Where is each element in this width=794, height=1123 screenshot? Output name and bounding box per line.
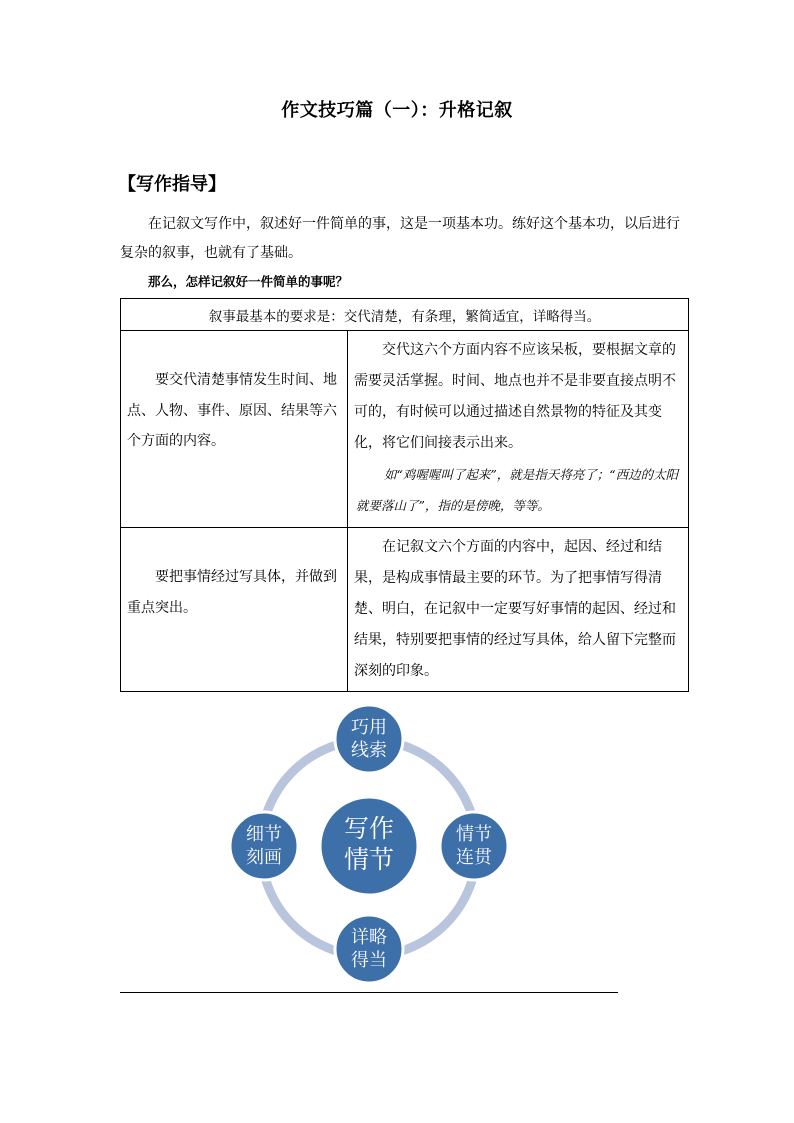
top-node (335, 705, 403, 773)
right-node-circle (440, 812, 508, 880)
top-node-label-line2: 线索 (351, 740, 387, 761)
right-node-label-line2: 连贯 (456, 847, 492, 868)
table-header-row (121, 299, 689, 331)
center-node (320, 797, 418, 895)
section-heading: 【写作指导】 (118, 174, 226, 195)
writing-plot-diagram (224, 702, 524, 992)
top-node-circle (335, 705, 403, 773)
table-row (121, 331, 689, 528)
requirement-text: 要交代清楚事情发生时间、地点、人物、事件、原因、结果等六个方面的内容。 (127, 372, 337, 449)
table-row (121, 528, 689, 692)
intro-paragraph: 在记叙文写作中，叙述好一件简单的事，这是一项基本功。练好这个基本功，以后进行复杂的叙事，也就有了基础。 (120, 216, 680, 261)
page-title: 作文技巧篇（一）：升格记叙 (281, 100, 513, 121)
bottom-node-label-line2: 得当 (351, 950, 387, 971)
center-node-label-line1: 写作 (343, 814, 395, 843)
bottom-node (335, 915, 403, 983)
top-node-label-line1: 巧用 (351, 717, 387, 738)
table-header-cell: 叙事最基本的要求是：交代清楚，有条理，繁简适宜，详略得当。 (121, 299, 689, 331)
left-node (230, 812, 298, 880)
table-cell-explanation (348, 331, 689, 528)
bottom-node-circle (335, 915, 403, 983)
bottom-node-label-line1: 详略 (351, 927, 387, 948)
table-cell-explanation (348, 528, 689, 692)
left-node-label-line2: 刻画 (246, 847, 282, 868)
footnote-separator (120, 992, 618, 993)
example-text: 如“鸡喔喔叫了起来”，就是指天将亮了；“西边的太阳就要落山了”，指的是傍晚，等等。 (356, 467, 679, 513)
left-node-circle (230, 812, 298, 880)
right-node (440, 812, 508, 880)
table-cell-requirement (121, 331, 348, 528)
explanation-text: 在记叙文六个方面的内容中，起因、经过和结果，是构成事情最主要的环节。为了把事情写得清楚、明白，在记叙中一定要写好事情的起因、经过和结果，特别要把事情的经过写具体，给人留下完整而深刻的印象。 (354, 539, 676, 679)
explanation-text: 交代这六个方面内容不应该呆板，要根据文章的需要灵活掌握。时间、地点也并不是非要直接点明不可的，有时候可以通过描述自然景物的特征及其变化，将它们间接表示出来。 (354, 342, 676, 451)
left-node-label-line1: 细节 (246, 824, 282, 845)
requirement-text: 要把事情经过写具体，并做到重点突出。 (127, 569, 337, 616)
guiding-question: 那么，怎样记叙好一件简单的事呢？ (148, 274, 349, 289)
table-cell-requirement (121, 528, 348, 692)
center-node-label-line2: 情节 (343, 845, 395, 874)
right-node-label-line1: 情节 (456, 824, 492, 845)
guidance-table (120, 298, 689, 692)
